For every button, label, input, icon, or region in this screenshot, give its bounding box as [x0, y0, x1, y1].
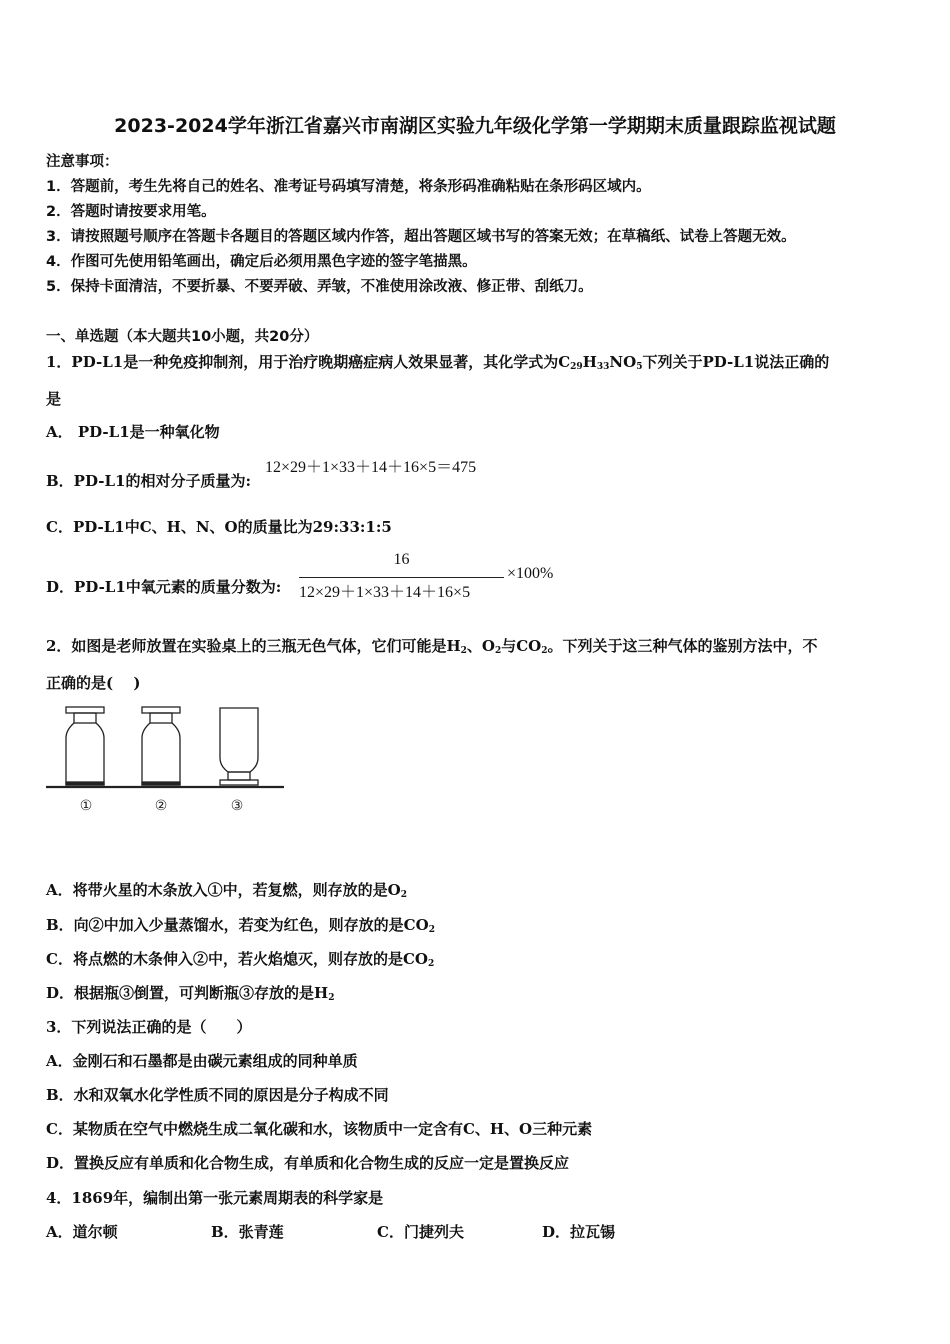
q1-stem: [46, 352, 829, 372]
q1-formula-h-sub: 33: [596, 362, 610, 372]
q3-option-a: A．金刚石和石墨都是由碳元素组成的同种单质: [46, 1052, 358, 1070]
fraction-numerator: 16: [393, 551, 410, 568]
q2-stem: [46, 636, 818, 656]
q3-option-b: B．水和双氧水化学性质不同的原因是分子构成不同: [46, 1086, 389, 1104]
bottle-label-2: ②: [154, 798, 168, 814]
notice-heading: 注意事项：: [46, 154, 119, 170]
fraction-percent: ×100%: [507, 565, 554, 582]
q2-option-c: [46, 949, 434, 969]
bottle-label-1: ①: [79, 798, 93, 814]
q2-option-b: [46, 915, 435, 935]
q1-stem-tail: 下列关于PD-L1说法正确的: [642, 353, 830, 371]
q2-co-sub: 2: [541, 646, 548, 656]
exam-title: 2023-2024学年浙江省嘉兴市南湖区实验九年级化学第一学期期末质量跟踪监视试题: [114, 115, 836, 137]
q2-option-a-text: A．将带火星的木条放入①中，若复燃，则存放的是O: [46, 881, 401, 899]
q1-stem-continued: 是: [46, 390, 62, 408]
q4-option-c: C．门捷列夫: [377, 1223, 464, 1241]
q2-option-b-sub: 2: [428, 925, 435, 935]
fraction-denominator: 12×29＋1×33＋14＋16×5: [299, 584, 471, 601]
q4-option-b: B．张青莲: [211, 1223, 284, 1241]
q2-sep-o: 、O: [466, 637, 495, 655]
q2-stem-tail: 。下列关于这三种气体的鉴别方法中，不: [547, 637, 818, 655]
q2-o-sub: 2: [494, 646, 502, 656]
q1-option-a: A． PD-L1是一种氧化物: [46, 423, 220, 441]
bottle-3: [220, 708, 258, 785]
q2-option-a-sub: 2: [400, 890, 407, 900]
gas-bottles-figure: [44, 702, 290, 824]
notice-item-2: 2．答题时请按要求用笔。: [46, 204, 216, 220]
q2-h-sub: 2: [460, 646, 467, 656]
q1-stem-text: 1．PD-L1是一种免疫抑制剂，用于治疗晚期癌症病人效果显著，其化学式为C: [46, 353, 571, 371]
q2-option-c-sub: 2: [427, 959, 435, 969]
notice-item-4: 4．作图可先使用铅笔画出，确定后必须用黑色字迹的签字笔描黑。: [46, 254, 477, 270]
q1-formula-h: H: [582, 353, 597, 371]
q2-option-d: [46, 983, 334, 1003]
q4-option-a: A．道尔顿: [46, 1223, 118, 1241]
q2-option-d-text: D．根据瓶③倒置，可判断瓶③存放的是H: [46, 984, 329, 1002]
q1-formula-c-sub: 29: [570, 362, 583, 372]
q3-option-c: C．某物质在空气中燃烧生成二氧化碳和水，该物质中一定含有C、H、O三种元素: [46, 1120, 593, 1138]
section-heading: 一、单选题（本大题共10小题，共20分）: [46, 329, 319, 345]
q2-option-d-sub: 2: [328, 993, 335, 1003]
q3-option-d: D．置换反应有单质和化合物生成，有单质和化合物生成的反应一定是置换反应: [46, 1154, 570, 1172]
q1-option-b-label: B．PD-L1的相对分子质量为:: [46, 472, 251, 490]
notice-item-5: 5．保持卡面清洁，不要折暴、不要弄破、弄皱，不准使用涂改液、修正带、刮纸刀。: [46, 279, 593, 295]
q1-option-b: [46, 471, 251, 491]
notice-item-1: 1．答题前，考生先将自己的姓名、准考证号码填写清楚，将条形码准确粘贴在条形码区域内。: [46, 179, 651, 195]
q2-option-a: [46, 880, 407, 900]
q1-option-b-formula: 12×29＋1×33＋14＋16×5＝475: [265, 459, 477, 476]
q2-stem-continued: 正确的是( ): [46, 674, 141, 692]
q2-sep-co: 与CO: [501, 637, 542, 655]
bottle-2: [142, 707, 180, 785]
q1-option-c: C．PD-L1中C、H、N、O的质量比为29:33:1:5: [46, 518, 392, 536]
q1-formula-no: NO: [609, 353, 637, 371]
q3-stem: 3．下列说法正确的是（ ）: [46, 1018, 252, 1036]
q4-stem: 4．1869年，编制出第一张元素周期表的科学家是: [46, 1189, 384, 1207]
q1-formula-o-sub: 5: [636, 362, 643, 372]
bottle-1: [66, 707, 104, 785]
q2-option-b-text: B．向②中加入少量蒸馏水，若变为红色，则存放的是CO: [46, 916, 429, 934]
q2-option-c-text: C．将点燃的木条伸入②中，若火焰熄灭，则存放的是CO: [46, 950, 428, 968]
q2-stem-text: 2．如图是老师放置在实验桌上的三瓶无色气体，它们可能是H: [46, 637, 461, 655]
notice-item-3: 3．请按照题号顺序在答题卡各题目的答题区域内作答，超出答题区域书写的答案无效；在草稿纸、试卷上答题无效。: [46, 229, 796, 245]
q1-option-d-label: D．PD-L1中氧元素的质量分数为:: [46, 578, 282, 596]
q4-option-d: D．拉瓦锡: [542, 1223, 616, 1241]
bottle-label-3: ③: [230, 798, 244, 814]
fraction-bar: [299, 577, 504, 578]
